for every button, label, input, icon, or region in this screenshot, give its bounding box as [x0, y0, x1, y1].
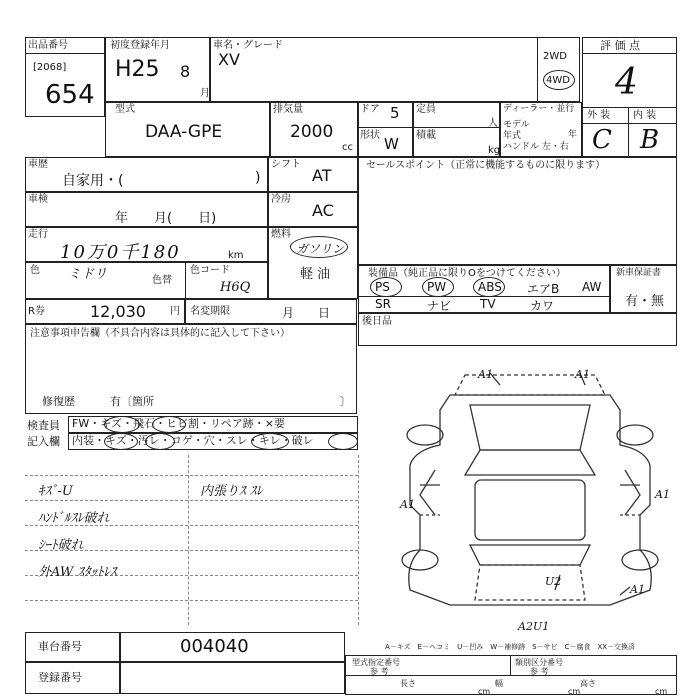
- type-cert-label: 型式指定番号: [352, 658, 400, 667]
- fuel-diesel: 軽 油: [300, 267, 331, 282]
- equip-item-row1-3: エアB: [527, 282, 560, 296]
- repair-history-label: 修復歴: [42, 395, 75, 408]
- exterior-grade: C: [592, 125, 612, 155]
- note-left-3: 外AW ｽﾀｯﾄﾚｽ: [38, 565, 117, 580]
- later-install-label: 後日品: [362, 316, 392, 327]
- equip-item-row2-3: カワ: [530, 299, 555, 313]
- inspection-value: 年 月( 日): [115, 211, 217, 226]
- reg-label: 登録番号: [38, 671, 82, 684]
- equip-item-row2-0: SR: [375, 297, 391, 311]
- first-reg-year: H25: [115, 57, 160, 82]
- damage-mark-0: A1: [478, 368, 493, 381]
- equip-item-row1-0: PS: [375, 280, 390, 294]
- height-unit: cm: [655, 687, 668, 696]
- lot-sub: [2068]: [33, 62, 67, 73]
- color-label: 色: [30, 265, 40, 276]
- length-label: 長さ: [400, 679, 416, 688]
- doors-label: ドア: [360, 104, 380, 115]
- damage-mark-6: A2U1: [518, 620, 550, 633]
- lot-number: 654: [45, 80, 95, 110]
- fuel-gasoline: ガソリン: [296, 242, 345, 256]
- capacity-label: 定員: [416, 104, 436, 115]
- name-change-label: 名変期限: [190, 306, 230, 317]
- note-left-1: ﾊﾝﾄﾞﾙｽﾚ破れ: [38, 511, 110, 526]
- displacement-value: 2000: [290, 122, 334, 142]
- equipment-label: 装備品（純正品に限りOをつけてください）: [368, 268, 566, 279]
- note-left-2: ｼｰﾄ破れ: [38, 538, 84, 553]
- repair-history-value: 有〔箇所: [110, 395, 154, 408]
- recycle-value: 12,030: [90, 302, 146, 321]
- warranty-value: 有・無: [625, 294, 665, 309]
- defects-label: 注意事項申告欄（不具合内容は具体的に記入して下さい）: [30, 328, 290, 339]
- displacement-unit: cc: [342, 142, 353, 153]
- note-right-0: 内張りｽ ｽﾚ: [200, 484, 263, 499]
- recycle-label: R券: [28, 306, 45, 317]
- reg-value-box: [120, 662, 345, 694]
- recycle-unit: 円: [170, 306, 180, 317]
- doors-value: 5: [390, 104, 400, 122]
- damage-mark-1: A1: [575, 368, 590, 381]
- category-ref: 参 考: [530, 667, 549, 676]
- sales-point-label: セールスポイント（正常に機能するものに限ります）: [366, 160, 606, 171]
- model-code: DAA-GPE: [145, 122, 223, 142]
- mileage-unit: km: [228, 250, 244, 261]
- inspector-row1: FW・キズ・飛石・ヒビ割・リペア跡・×要: [72, 417, 285, 430]
- score-value: 4: [615, 62, 638, 103]
- height-label: 高さ: [580, 679, 596, 688]
- score-label: 評 価 点: [600, 39, 640, 52]
- dealer-label: ディーラー・並行: [503, 104, 575, 114]
- first-reg-month: 8: [180, 62, 191, 81]
- shape-value: W: [384, 135, 399, 153]
- interior-grade: B: [640, 125, 660, 155]
- color-code: H6Q: [220, 280, 251, 295]
- equip-item-row1-circle-0: [370, 277, 402, 297]
- load-label: 積載: [416, 130, 436, 141]
- load-unit: kg: [488, 145, 501, 156]
- equip-item-row1-2: ABS: [478, 280, 502, 294]
- sales-point-box: [358, 157, 677, 265]
- first-reg-month-unit: 月: [200, 88, 210, 99]
- color-value: ミドリ: [68, 267, 108, 282]
- width-label: 幅: [495, 679, 503, 688]
- ac-label: 冷房: [271, 194, 291, 205]
- history-value: 自家用・(: [62, 173, 124, 189]
- type-cert-ref: 参 考: [370, 667, 389, 676]
- length-unit: cm: [478, 687, 491, 696]
- inspector-label-2: 記入欄: [27, 435, 60, 448]
- damage-mark-5: A1: [630, 583, 645, 596]
- name-change-value: 月 日: [282, 306, 331, 320]
- chassis-value: 004040: [180, 636, 249, 657]
- inspection-label: 車検: [28, 194, 48, 205]
- equip-item-row1-4: AW: [582, 280, 602, 294]
- equip-item-row2-2: TV: [480, 297, 496, 311]
- fuel-label: 燃料: [271, 229, 291, 240]
- damage-mark-2: A1: [400, 498, 415, 511]
- damage-mark-4: U2: [545, 575, 562, 588]
- width-unit: cm: [568, 687, 581, 696]
- drive-4wd: 4WD: [546, 75, 570, 86]
- shift-value: AT: [312, 166, 332, 185]
- equip-item-row1-circle-1: [422, 277, 454, 297]
- color-change-label: 色替: [152, 275, 172, 286]
- inspector-row2: 内装・キズ・汚レ・コゲ・穴・スレ・キレ・破レ: [72, 434, 314, 447]
- diagram-legend: A－キズ E－ヘコミ U－凹み W－補修跡 S－サビ C－腐食 XX－交換済: [385, 643, 636, 651]
- warranty-label: 新車保証書: [616, 268, 662, 278]
- drive-2wd: 2WD: [543, 51, 567, 62]
- equip-item-row2-1: ナビ: [427, 299, 452, 313]
- equip-item-row1-circle-2: [473, 277, 505, 297]
- inspector-label-1: 検査員: [27, 419, 60, 432]
- model-year-unit: 年: [568, 130, 578, 140]
- model-year-label: モデル年式: [503, 120, 530, 141]
- first-reg-label: 初度登録年月: [110, 40, 170, 51]
- mileage-value: 10万0千180: [60, 242, 181, 263]
- car-name: XV: [218, 50, 240, 69]
- car-name-label: 車名・グレード: [213, 40, 283, 51]
- mileage-label: 走行: [28, 229, 48, 240]
- note-left-0: ｷｽﾞ-U: [38, 484, 73, 499]
- displacement-label: 排気量: [273, 104, 303, 115]
- shape-label: 形状: [360, 130, 380, 141]
- interior-label: 内 装: [633, 110, 657, 121]
- history-label: 車歴: [28, 159, 48, 170]
- lot-label: 出品番号: [28, 40, 68, 51]
- damage-mark-3: A1: [655, 488, 670, 501]
- color-code-label: 色コード: [190, 265, 230, 276]
- later-install-box: [358, 313, 677, 346]
- handle-label: ハンドル 左・右: [503, 142, 569, 152]
- category-label: 類別区分番号: [515, 658, 563, 667]
- capacity-unit: 人: [488, 118, 498, 129]
- ac-value: AC: [312, 201, 334, 220]
- chassis-label: 車台番号: [38, 640, 82, 653]
- repair-history-close: 〕: [340, 395, 351, 408]
- history-close: ): [255, 170, 261, 186]
- equip-item-row1-1: PW: [427, 280, 447, 294]
- model-label: 型式: [115, 104, 135, 115]
- shift-label: シフト: [271, 159, 301, 170]
- exterior-label: 外 装: [587, 110, 611, 121]
